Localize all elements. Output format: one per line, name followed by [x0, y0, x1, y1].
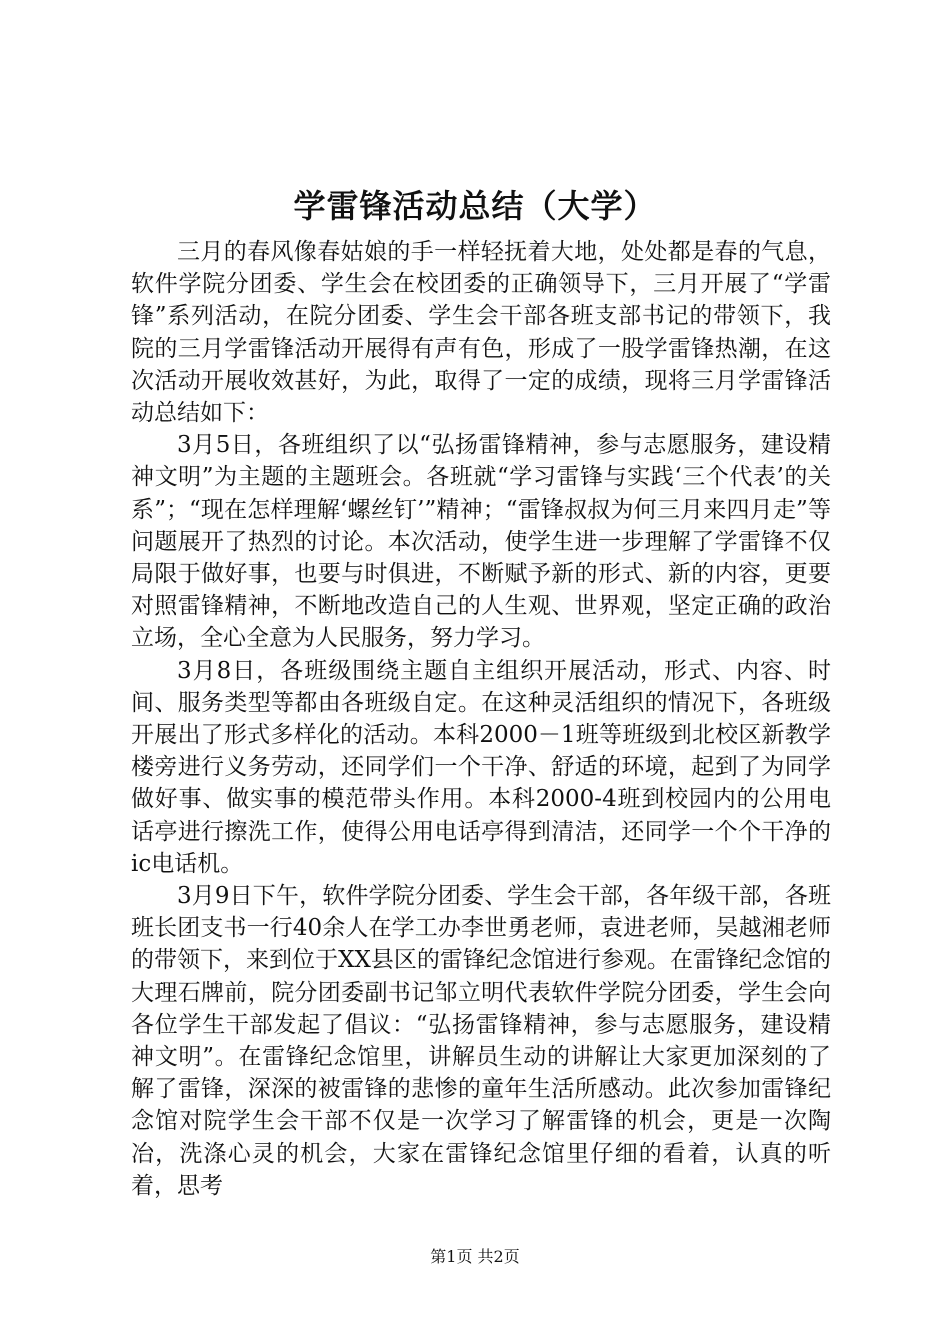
paragraph-intro: 三月的春风像春姑娘的手一样轻抚着大地，处处都是春的气息，软件学院分团委、学生会在校团委的正确领导下，三月开展了“学雷锋”系列活动，在院分团委、学生会干部各班支部书记的带领下，我院的三月学雷锋活动开展得有声有色，形成了一股学雷锋热潮，在这次活动开展收效甚好，为此，取得了一定的成绩，现将三月学雷锋活动总结如下： [131, 239, 831, 427]
paragraph-march-8: 3月8日，各班级围绕主题自主组织开展活动，形式、内容、时间、服务类型等都由各班级自定。在这种灵活组织的情况下，各班级开展出了形式多样化的活动。本科2000－1班等班级到北校区新教学楼旁进行义务劳动，还同学们一个干净、舒适的环境，起到了为同学做好事、做实事的模范带头作用。本科2000-4班到校园内的公用电话亭进行擦洗工作，使得公用电话亭得到清洁，还同学一个个干净的ic电话机。 [131, 657, 831, 877]
paragraph-march-5: 3月5日，各班组织了以“弘扬雷锋精神，参与志愿服务，建设精神文明”为主题的主题班会。各班就“学习雷锋与实践‘三个代表’的关系”；“现在怎样理解‘螺丝钉’”精神；“雷锋叔叔为何三月来四月走”等问题展开了热烈的讨论。本次活动，使学生进一步理解了学雷锋不仅局限于做好事，也要与时俱进，不断赋予新的形式、新的内容，更要对照雷锋精神，不断地改造自己的人生观、世界观，坚定正确的政治立场，全心全意为人民服务，努力学习。 [131, 432, 831, 652]
document-body [131, 236, 831, 1202]
page-number: 第1页 共2页 [430, 1247, 520, 1266]
paragraph-march-9: 3月9日下午，软件学院分团委、学生会干部，各年级干部，各班班长团支书一行40余人在学工办李世勇老师，袁进老师，吴越湘老师的带领下，来到位于XX县区的雷锋纪念馆进行参观。在雷锋纪念馆的大理石牌前，院分团委副书记邹立明代表软件学院分团委，学生会向各位学生干部发起了倡议：“弘扬雷锋精神，参与志愿服务，建设精神文明”。在雷锋纪念馆里，讲解员生动的讲解让大家更加深刻的了解了雷锋，深深的被雷锋的悲惨的童年生活所感动。此次参加雷锋纪念馆对院学生会干部不仅是一次学习了解雷锋的机会，更是一次陶冶，洗涤心灵的机会，大家在雷锋纪念馆里仔细的看着，认真的听着，思考 [131, 883, 831, 1199]
document-title: 学雷锋活动总结（大学） [293, 187, 657, 225]
